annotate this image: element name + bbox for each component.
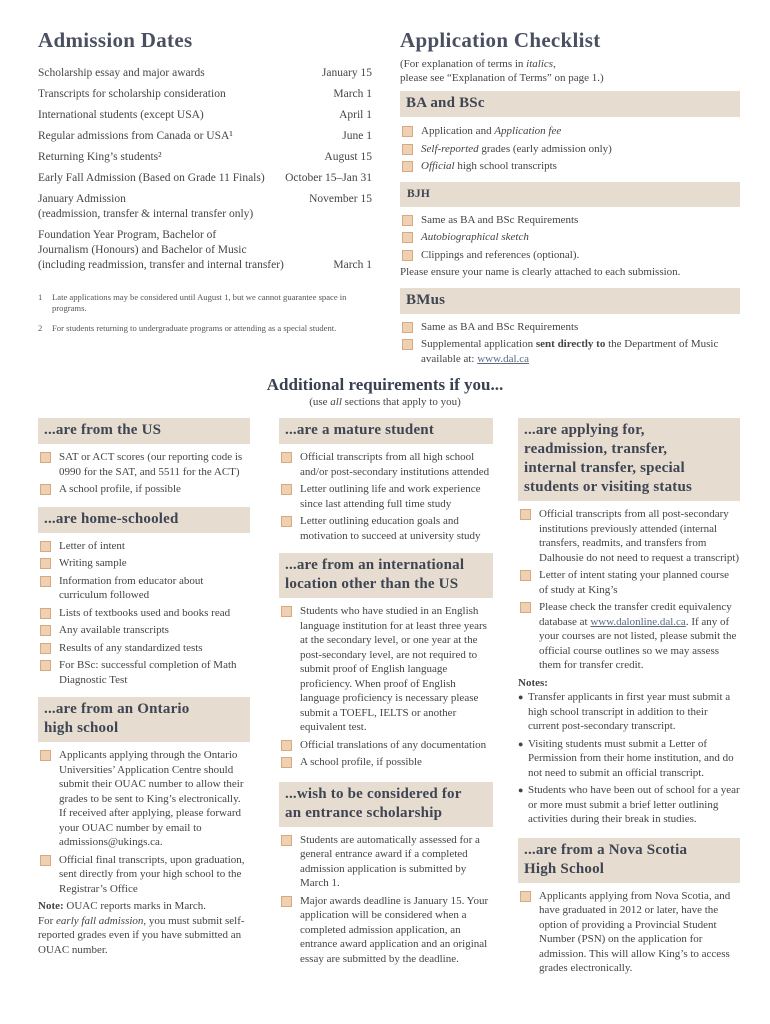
checklist-item[interactable] (279, 738, 493, 753)
bjh-note: Please ensure your name is clearly attached to each submission. (400, 266, 681, 278)
additional-requirements-header (0, 375, 770, 408)
checkbox-icon[interactable] (40, 643, 51, 654)
date-label: Returning King’s students² (38, 151, 162, 163)
item-text: Results of any standardized tests (59, 641, 203, 654)
item-text: Major awards deadline is January 15. Your application will be considered when a completed admission application, an entrance award application and an original essay are submitted by the deadline. (300, 894, 489, 965)
heading-line: internal transfer, special (524, 460, 685, 476)
item-text: Students are automatically assessed for a general entrance award if a completed admission application is submitted by March 1. (300, 833, 480, 889)
additional-subtitle (0, 396, 770, 408)
intro-text: , (553, 58, 556, 70)
item-bold: sent directly to (535, 338, 606, 350)
item-text: Applicants applying through the Ontario Universities’ Application Centre should submit their OUAC number to allow their grades to be sent to King’s electronically. If received after applying, please forward your OUAC number by email to admissions@ukings.ca. (59, 749, 244, 848)
admission-dates-list (38, 66, 372, 279)
item-text: grades (early admission only) (478, 142, 612, 155)
bullet-icon: ● (518, 738, 524, 749)
checklist-item[interactable] (279, 514, 493, 543)
intro-text: (For explanation of terms in (400, 58, 527, 70)
note-text: , you must submit self-reported grades even if you have submitted an OUAC number. (38, 914, 245, 956)
heading-line: ...are from a Nova Scotia (524, 841, 688, 858)
note-label: Note: (38, 900, 64, 912)
item-text: Lists of textbooks used and books read (59, 606, 231, 619)
heading-line: location other than the US (285, 576, 459, 592)
ba-bsc-heading: BA and BSc (400, 91, 740, 117)
date-row (38, 150, 372, 165)
item-text: Letter of intent stating your planned course of study at King’s (539, 569, 729, 596)
checkbox-icon[interactable] (40, 750, 51, 761)
date-row-january (38, 192, 372, 222)
checkbox-icon[interactable] (40, 452, 51, 463)
checklist-item[interactable] (279, 604, 493, 735)
item-text: Writing sample (59, 557, 127, 569)
item-text: Supplemental application (421, 338, 536, 350)
dal-link[interactable]: www.dal.ca (477, 352, 530, 365)
checkbox-icon[interactable] (402, 232, 413, 243)
note-text: OUAC reports marks in March. (63, 900, 207, 912)
checklist-item[interactable] (38, 574, 250, 603)
checklist-column (400, 91, 740, 369)
checklist-item[interactable] (279, 450, 493, 479)
date-row (38, 129, 372, 144)
heading-line: ...are applying for, (524, 422, 645, 438)
subtitle-italic: all (330, 396, 342, 408)
note-text: Students who have been out of school for a year or more must submit a brief letter outlining activities during their break in studies. (528, 784, 740, 825)
column-right (518, 418, 740, 979)
item-text: Applicants applying from Nova Scotia, and have graduated in 2012 or later, have the option of providing a Provincial Student Number (PSN) on the application for admission. This will allow King’s to access grades electronically. (539, 889, 731, 974)
note-italic: early fall admission (56, 914, 144, 927)
note-bullet (518, 783, 740, 827)
note-bullet (518, 690, 740, 734)
checkbox-icon[interactable] (281, 757, 292, 768)
column-middle (279, 418, 493, 969)
bjh-heading: BJH (400, 182, 740, 207)
checkbox-icon[interactable] (402, 126, 413, 137)
checklist-item[interactable] (400, 337, 740, 366)
item-text: For BSc: successful completion of Math Diagnostic Test (59, 659, 237, 686)
checkbox-icon[interactable] (40, 558, 51, 569)
checklist-item[interactable] (518, 889, 740, 976)
international-heading (279, 553, 493, 598)
date-label-line: Foundation Year Program, Bachelor of (38, 229, 217, 241)
item-text: Information from educator about curriculum followed (59, 574, 204, 601)
date-value: January 15 (321, 67, 372, 79)
date-row-foundation (38, 228, 372, 273)
checkbox-icon[interactable] (40, 608, 51, 619)
item-text: Official final transcripts, upon graduation, sent directly from your high school to the Registrar’s Office (59, 853, 245, 895)
checklist-item[interactable] (400, 159, 740, 174)
item-italic: Application fee (494, 125, 562, 137)
checkbox-icon[interactable] (402, 215, 413, 226)
note-bullet (518, 737, 740, 781)
date-value: March 1 (333, 259, 372, 271)
checklist-item[interactable] (38, 641, 250, 656)
checklist-item[interactable] (400, 230, 740, 245)
footnote-number: 1 (38, 292, 43, 302)
checklist-item[interactable] (38, 853, 250, 897)
item-text: available at: (421, 352, 478, 365)
checkbox-icon[interactable] (281, 606, 292, 617)
checklist-item[interactable] (38, 606, 250, 621)
checklist-item[interactable] (38, 556, 250, 571)
item-text: Please check the transfer credit equivalency database at (539, 601, 732, 628)
date-row (38, 87, 372, 102)
checklist-item[interactable] (38, 482, 250, 497)
note-text: Transfer applicants in first year must submit a high school transcript in addition to their current post-secondary transcript. (528, 691, 731, 732)
checklist-item[interactable] (400, 248, 740, 263)
item-italic: Autobiographical sketch (421, 231, 529, 243)
item-text: SAT or ACT scores (our reporting code is 0990 for the SAT, and 5511 for the ACT) (59, 451, 243, 478)
ontario-heading (38, 697, 250, 742)
checkbox-icon[interactable] (40, 576, 51, 587)
date-label: Regular admissions from Canada or USA¹ (38, 130, 233, 142)
item-text: Any available transcripts (59, 624, 169, 636)
checkbox-icon[interactable] (40, 484, 51, 495)
item-text: Official transcripts from all post-secondary institutions previously attended (internal transfers, readmits, and transfers from Dalhousie do not need to request a transcript) (539, 508, 740, 564)
date-label: Early Fall Admission (Based on Grade 11 Finals) (38, 172, 265, 184)
item-italic: Self-reported (421, 142, 479, 155)
checklist-item[interactable] (38, 623, 250, 638)
item-text: Application and (421, 125, 495, 137)
checkbox-icon[interactable] (40, 660, 51, 671)
mature-heading: ...are a mature student (279, 418, 493, 444)
date-label (38, 228, 327, 273)
heading-line: ...are from an international (285, 557, 465, 573)
date-value: August 15 (324, 151, 372, 163)
heading-line: High School (524, 860, 605, 877)
date-label: International students (except USA) (38, 109, 204, 121)
bmus-heading: BMus (400, 288, 740, 314)
date-value: March 1 (333, 88, 372, 100)
checklist-intro (400, 57, 740, 85)
date-row (38, 171, 372, 186)
checkbox-icon[interactable] (281, 516, 292, 527)
checkbox-icon[interactable] (520, 509, 531, 520)
checkbox-icon[interactable] (281, 896, 292, 907)
checklist-item[interactable] (400, 320, 740, 335)
date-label: Scholarship essay and major awards (38, 67, 205, 79)
checklist-item[interactable] (400, 142, 740, 157)
bullet-icon: ● (518, 785, 524, 795)
ontario-note (38, 899, 250, 914)
home-schooled-heading: ...are home-schooled (38, 507, 250, 533)
date-value: October 15–Jan 31 (285, 172, 372, 184)
checkbox-icon[interactable] (520, 602, 531, 613)
note-text: Visiting students must submit a Letter of Permission from their home institution, and do not need to submit an official transcript. (528, 737, 734, 779)
checkbox-icon[interactable] (402, 250, 413, 261)
date-label-line: (readmission, transfer & internal transfer only) (38, 208, 254, 220)
notes-label: Notes: (518, 676, 548, 689)
checklist-item[interactable] (279, 833, 493, 891)
heading-line: an entrance scholarship (285, 804, 443, 821)
item-text: Students who have studied in an English language institution for at least three years at the secondary level, or one year at the post-secondary level, are not required to submit proof of English language proficiency. When proof of English language proficiency is necessary please submit a TOEFL, IELTS or another equivalent test. (300, 605, 487, 733)
item-text: A school profile, if possible (300, 756, 422, 768)
checklist-item[interactable] (518, 600, 740, 673)
intro-line2: please see “Explanation of Terms” on page 1.) (400, 72, 604, 84)
checklist-item[interactable] (518, 507, 740, 565)
column-left (38, 418, 250, 957)
ontario-note2 (38, 914, 250, 958)
heading-line: ...are from an Ontario (44, 701, 190, 717)
checkbox-icon[interactable] (281, 740, 292, 751)
checkbox-icon[interactable] (402, 161, 413, 172)
date-value: June 1 (342, 130, 372, 142)
date-row (38, 108, 372, 123)
heading-line: ...wish to be considered for (285, 785, 462, 802)
checklist-item[interactable] (38, 539, 250, 554)
heading-line: high school (44, 720, 119, 736)
admission-dates-title: Admission Dates (38, 28, 193, 52)
application-checklist-title: Application Checklist (400, 28, 601, 52)
checkbox-icon[interactable] (281, 452, 292, 463)
item-text: high school transcripts (454, 160, 557, 172)
item-text: Letter outlining life and work experience since last attending full time study (300, 483, 481, 510)
item-text: A school profile, if possible (59, 483, 181, 495)
subtitle-text: (use (309, 396, 331, 408)
checkbox-icon[interactable] (281, 484, 292, 495)
bullet-icon: ● (518, 692, 524, 702)
item-text: Clippings and references (optional). (421, 248, 580, 261)
checkbox-icon[interactable] (402, 339, 413, 350)
checkbox-icon[interactable] (281, 835, 292, 846)
item-text: Same as BA and BSc Requirements (421, 320, 579, 333)
intro-italic: italics (526, 58, 554, 70)
checkbox-icon[interactable] (520, 891, 531, 902)
footnote (38, 292, 358, 314)
heading-line: readmission, transfer, (524, 441, 668, 457)
transfer-heading (518, 418, 740, 501)
footnote-number: 2 (38, 323, 43, 333)
checkbox-icon[interactable] (40, 625, 51, 636)
item-text: Official transcripts from all high school and/or post-secondary institutions attended (300, 451, 490, 478)
date-label-line: January Admission (38, 193, 126, 205)
checkbox-icon[interactable] (520, 570, 531, 581)
checklist-item[interactable] (38, 658, 250, 687)
checklist-item[interactable] (38, 450, 250, 479)
checklist-item[interactable] (400, 124, 740, 139)
item-text: Letter outlining education goals and motivation to succeed at university study (300, 515, 481, 542)
item-text: Same as BA and BSc Requirements (421, 213, 579, 226)
footnotes (38, 292, 358, 343)
footnote-text: For students returning to undergraduate programs or attending as a special student. (52, 323, 337, 333)
item-text: Official translations of any documentation (300, 738, 487, 751)
heading-line: students or visiting status (524, 479, 693, 495)
checklist-item[interactable] (279, 755, 493, 770)
footnote (38, 323, 358, 334)
checkbox-icon[interactable] (40, 541, 51, 552)
additional-title: Additional requirements if you... (266, 375, 504, 394)
date-label-line: (including readmission, transfer and internal transfer) (38, 259, 284, 271)
checklist-item[interactable] (38, 748, 250, 850)
item-italic: Official (421, 160, 455, 172)
date-label (38, 192, 303, 222)
checklist-item[interactable] (400, 213, 740, 228)
date-value: November 15 (309, 193, 372, 205)
note-text: For (38, 914, 57, 927)
date-label-line: Journalism (Honours) and Bachelor of Music (38, 244, 247, 256)
date-row (38, 66, 372, 81)
checklist-item[interactable] (279, 482, 493, 511)
subtitle-text: sections that apply to you) (341, 396, 461, 408)
nova-scotia-heading (518, 838, 740, 883)
checkbox-icon[interactable] (402, 322, 413, 333)
item-text: the Department of Music (605, 338, 719, 350)
date-value: April 1 (339, 109, 372, 121)
checklist-item[interactable] (279, 894, 493, 967)
scholarship-heading (279, 782, 493, 827)
dalonline-link[interactable]: www.dalonline.dal.ca (590, 615, 686, 628)
checkbox-icon[interactable] (402, 144, 413, 155)
date-label: Transcripts for scholarship consideration (38, 88, 226, 100)
checkbox-icon[interactable] (40, 855, 51, 866)
us-heading: ...are from the US (38, 418, 250, 444)
footnote-text: Late applications may be considered until August 1, but we cannot guarantee space in programs. (52, 292, 347, 313)
checklist-item[interactable] (518, 568, 740, 597)
item-text: Letter of intent (59, 539, 125, 552)
item-text: . If any of your courses are not listed, please submit the official course outlines so we may assess them for transfer credit. (539, 615, 737, 671)
